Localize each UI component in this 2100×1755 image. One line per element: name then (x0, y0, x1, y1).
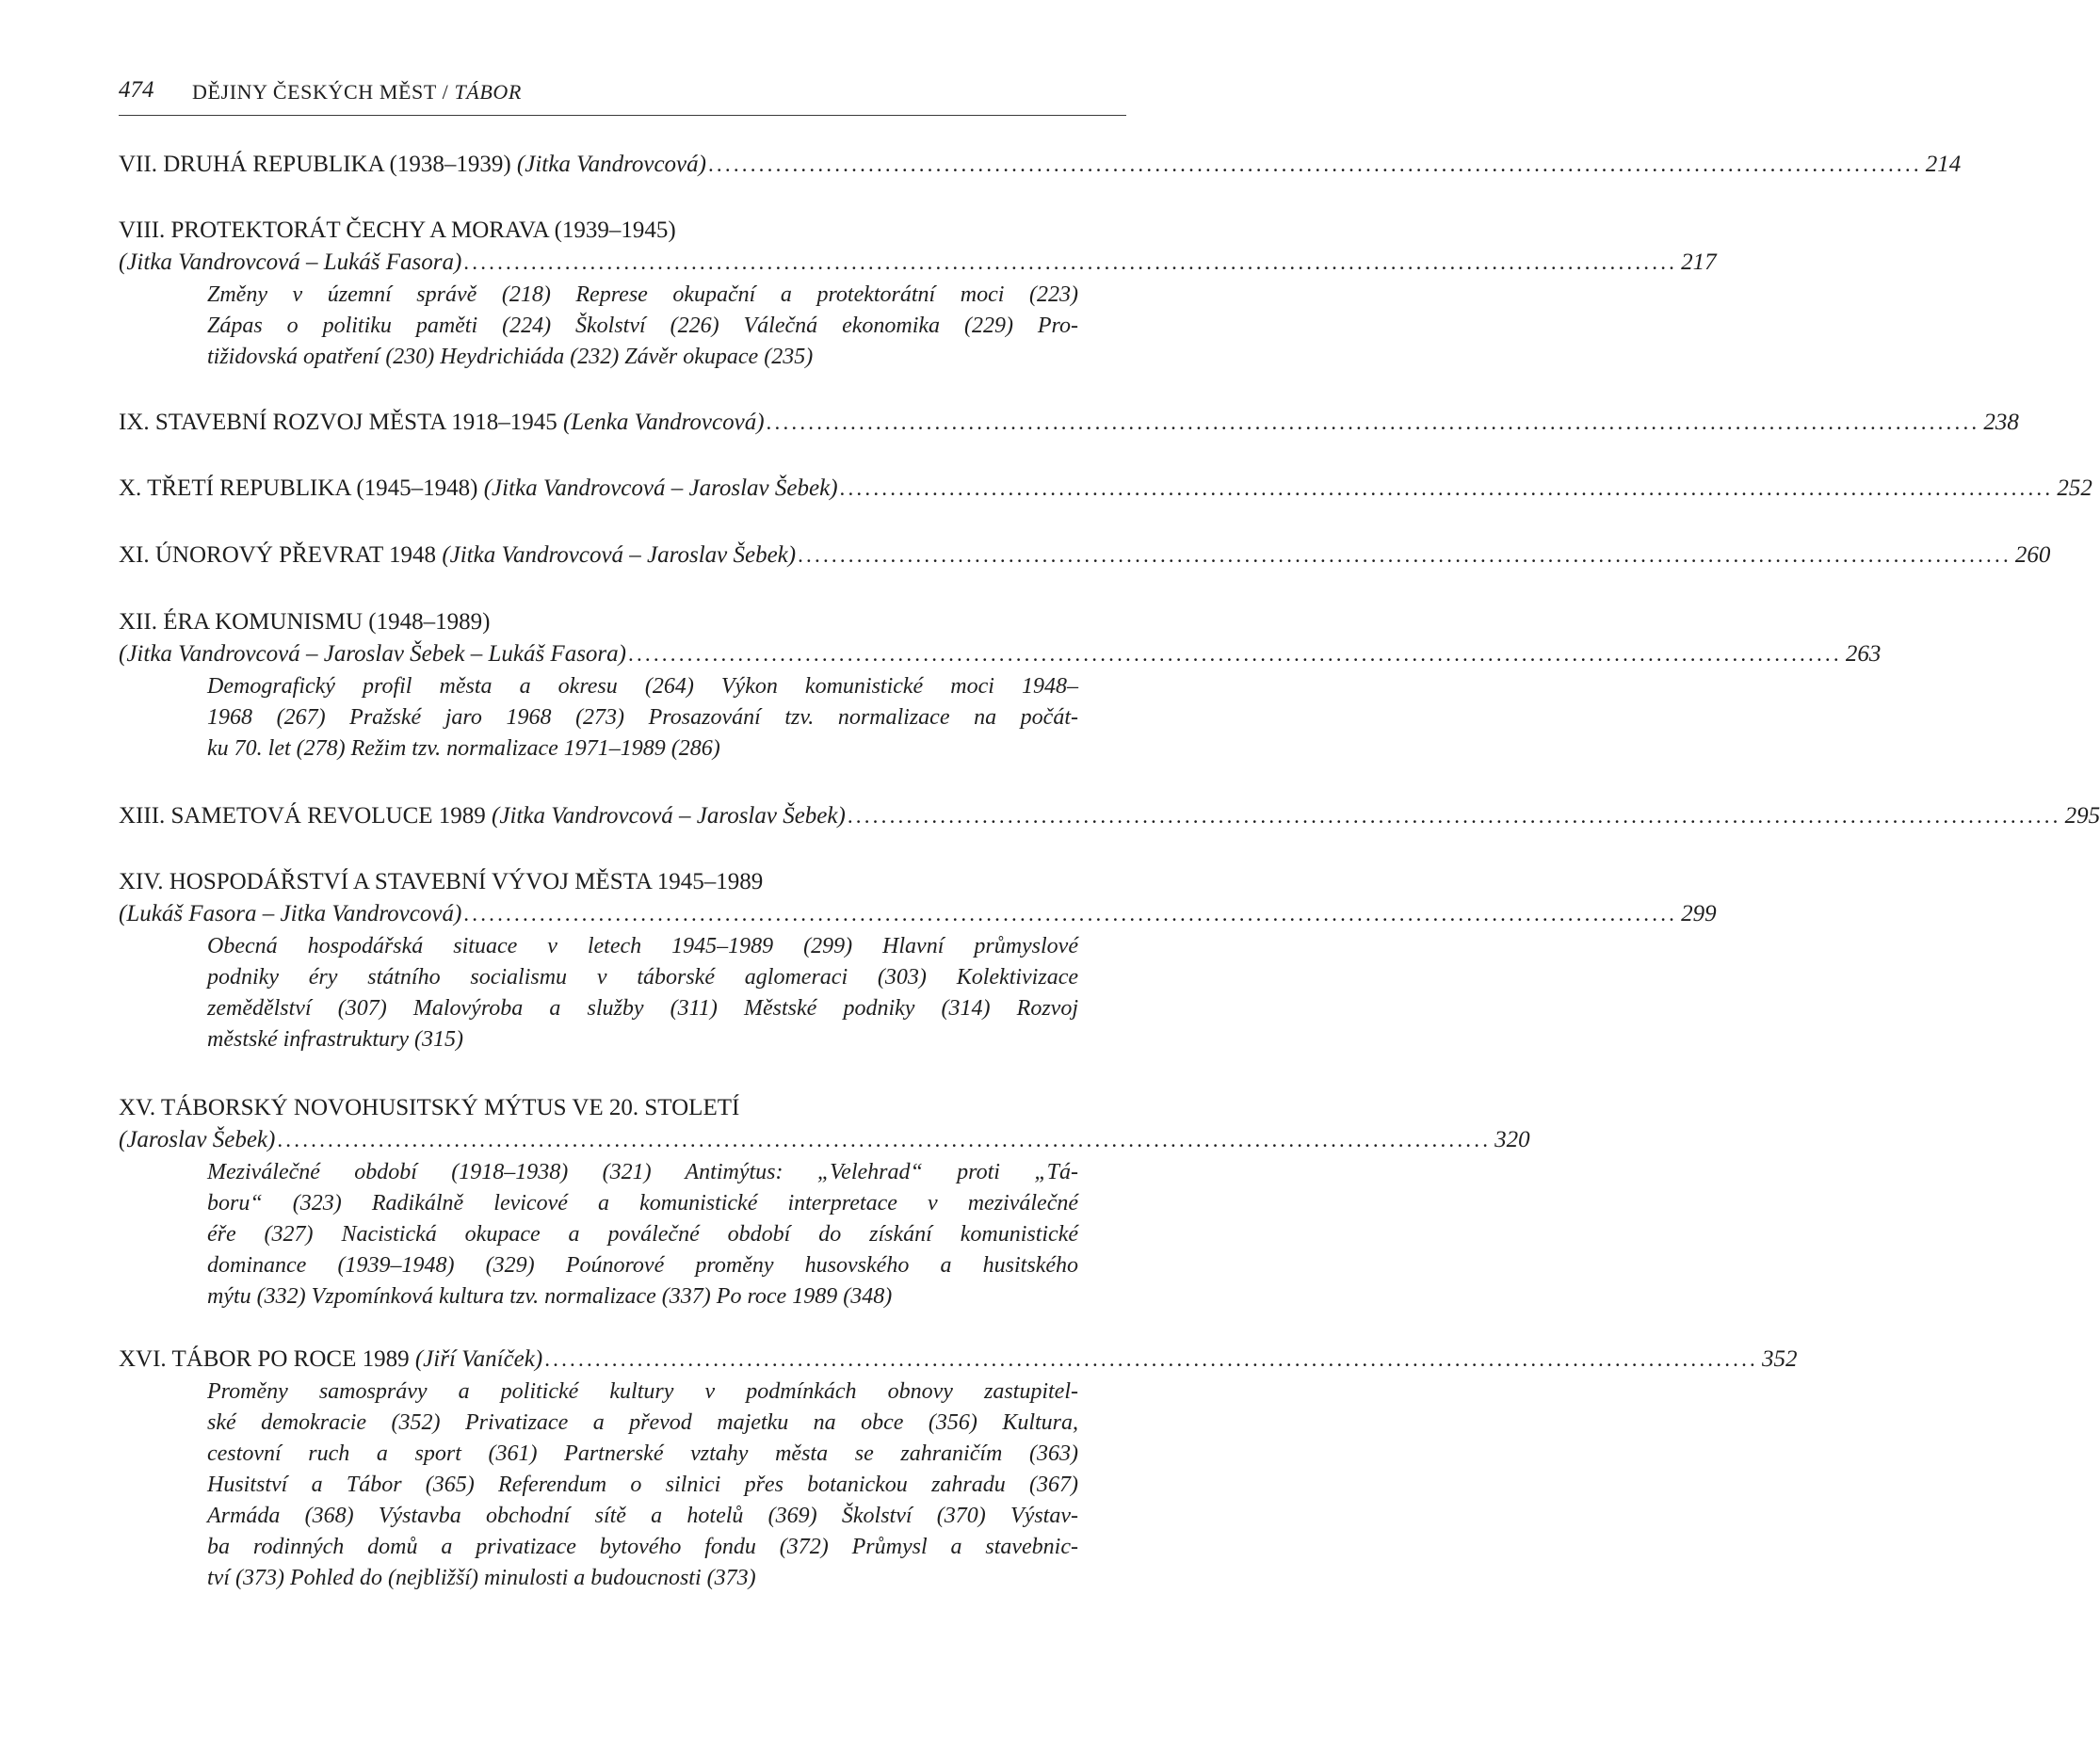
subtopic-line: 1968 (267) Pražské jaro 1968 (273) Prosazování tzv. normalizace na počát- (207, 705, 1078, 730)
subtopic-line: Armáda (368) Výstavba obchodní sítě a hotelů (369) Školství (370) Výstav- (207, 1504, 1078, 1528)
toc-page: 260 (2014, 542, 2051, 568)
running-title-city: TÁBOR (454, 80, 522, 104)
toc-entry-xii (119, 606, 1882, 765)
toc-title: XVI. TÁBOR PO ROCE 1989 (Jiří Vaníček) (119, 1346, 543, 1372)
toc-line (119, 638, 1882, 670)
page-number: 474 (119, 77, 154, 103)
subtopic-line: boru“ (323) Radikálně levicové a komunistické interpretace v meziválečné (207, 1191, 1078, 1216)
toc-line (119, 800, 2100, 832)
toc-entry-xv (119, 1092, 1530, 1312)
leader-dots: ................................................................................................................................................ (277, 1128, 1492, 1151)
subtopic-line: zemědělství (307) Malovýroba a služby (311) Městské podniky (314) Rozvoj (207, 996, 1078, 1021)
subtopic-line: mýtu (332) Vzpomínková kultura tzv. normalizace (337) Po roce 1989 (348) (207, 1284, 893, 1309)
running-title-text: DĚJINY ČESKÝCH MĚST / (192, 80, 449, 104)
subtopic-line: tví (373) Pohled do (nejbližší) minulosti a budoucnosti (373) (207, 1566, 756, 1590)
toc-entry-x (119, 473, 2092, 505)
subtopic-line: cestovní ruch a sport (361) Partnerské vztahy města se zahraničím (363) (207, 1441, 1078, 1466)
subtopic-line: ba rodinných domů a privatizace bytového fondu (372) Průmysl a stavebnic- (207, 1535, 1078, 1559)
toc-entry-vii (119, 149, 1962, 181)
toc-page: 263 (1845, 641, 1882, 667)
subtopic-line: Demografický profil města a okresu (264) Výkon komunistické moci 1948– (207, 674, 1078, 699)
subtopic-line: Změny v územní správě (218) Represe okupační a protektorátní moci (223) (207, 282, 1078, 307)
subtopic-line: Zápas o politiku paměti (224) Školství (226) Válečná ekonomika (229) Pro- (207, 314, 1078, 338)
toc-title: XII. ÉRA KOMUNISMU (1948–1989) (119, 609, 491, 635)
leader-dots: ................................................................................................................................................ (839, 476, 2054, 500)
subtopic-line: tižidovská opatření (230) Heydrichiáda (232) Závěr okupace (235) (207, 345, 814, 369)
leader-dots: ................................................................................................................................................ (463, 902, 1678, 926)
leader-dots: ................................................................................................................................................ (766, 411, 1980, 434)
subtopic-line: městské infrastruktury (315) (207, 1027, 463, 1052)
toc-line (119, 149, 1962, 181)
toc-page: 320 (1494, 1127, 1530, 1152)
toc-line (119, 1124, 1530, 1156)
toc-subtopics (207, 671, 1078, 765)
toc-title: IX. STAVEBNÍ ROZVOJ MĚSTA 1918–1945 (Lenka Vandrovcová) (119, 410, 765, 435)
subtopic-line: ku 70. let (278) Režim tzv. normalizace 1971–1989 (286) (207, 736, 720, 761)
toc-line (119, 407, 2019, 439)
toc-title: VII. DRUHÁ REPUBLIKA (1938–1939) (Jitka Vandrovcová) (119, 152, 706, 177)
leader-dots: ................................................................................................................................................ (798, 543, 2011, 567)
toc-authors: (Jaroslav Šebek) (119, 1127, 276, 1152)
toc-entry-xvi (119, 1344, 1798, 1594)
toc-title: XI. ÚNOROVÝ PŘEVRAT 1948 (Jitka Vandrovcová – Jaroslav Šebek) (119, 542, 797, 568)
toc-page: 352 (1762, 1346, 1798, 1372)
toc-page: 252 (2057, 475, 2092, 501)
toc-subtopics (207, 931, 1078, 1055)
subtopic-line: Husitství a Tábor (365) Referendum o silnici přes botanickou zahradu (367) (207, 1473, 1078, 1497)
toc-line (119, 1344, 1798, 1376)
toc-line (119, 473, 2092, 505)
subtopic-line: podniky éry státního socialismu v táborské aglomeraci (303) Kolektivizace (207, 965, 1078, 990)
subtopic-line: ské demokracie (352) Privatizace a převod majetku na obce (356) Kultura, (207, 1410, 1078, 1435)
toc-page: 299 (1681, 901, 1717, 926)
leader-dots: ................................................................................................................................................ (847, 804, 2061, 828)
toc-title: XIII. SAMETOVÁ REVOLUCE 1989 (Jitka Vandrovcová – Jaroslav Šebek) (119, 803, 846, 829)
toc-authors: (Jitka Vandrovcová – Lukáš Fasora) (119, 250, 462, 275)
leader-dots: ................................................................................................................................................ (544, 1347, 1759, 1371)
leader-dots: ................................................................................................................................................ (707, 153, 1922, 176)
toc-entry-ix (119, 407, 2019, 439)
toc-title: VIII. PROTEKTORÁT ČECHY A MORAVA (1939–1945) (119, 217, 676, 243)
toc-authors: (Jitka Vandrovcová – Jaroslav Šebek – Lukáš Fasora) (119, 641, 626, 667)
toc-entry-xi (119, 539, 2051, 572)
toc-line (119, 247, 1717, 279)
toc-title: X. TŘETÍ REPUBLIKA (1945–1948) (Jitka Vandrovcová – Jaroslav Šebek) (119, 475, 838, 501)
leader-dots: ................................................................................................................................................ (463, 250, 1678, 274)
toc-page: 214 (1925, 152, 1962, 177)
toc-line (119, 539, 2051, 572)
leader-dots: ................................................................................................................................................ (628, 642, 1842, 666)
toc-subtopics (207, 1157, 1078, 1312)
toc-page: 295 (2064, 803, 2100, 829)
subtopic-line: Meziválečné období (1918–1938) (321) Antimýtus: „Velehrad“ proti „Tá- (207, 1160, 1078, 1184)
subtopic-line: éře (327) Nacistická okupace a poválečné období do získání komunistické (207, 1222, 1078, 1247)
toc-subtopics (207, 1377, 1078, 1594)
subtopic-line: Proměny samosprávy a politické kultury v podmínkách obnovy zastupitel- (207, 1379, 1078, 1404)
toc-entry-xiv (119, 866, 1717, 1055)
toc-authors: (Lukáš Fasora – Jitka Vandrovcová) (119, 901, 462, 926)
toc-page: 238 (1983, 410, 2019, 435)
subtopic-line: Obecná hospodářská situace v letech 1945–1989 (299) Hlavní průmyslové (207, 934, 1078, 958)
toc-title: XV. TÁBORSKÝ NOVOHUSITSKÝ MÝTUS VE 20. STOLETÍ (119, 1095, 740, 1120)
toc-line (119, 898, 1717, 930)
running-title (192, 80, 522, 105)
toc-subtopics (207, 280, 1078, 373)
toc-entry-xiii (119, 800, 2100, 832)
toc-page: 217 (1681, 250, 1717, 275)
running-header (119, 77, 1126, 116)
toc-entry-viii (119, 215, 1717, 373)
toc-title: XIV. HOSPODÁŘSTVÍ A STAVEBNÍ VÝVOJ MĚSTA 1945–1989 (119, 869, 764, 894)
subtopic-line: dominance (1939–1948) (329) Poúnorové proměny husovského a husitského (207, 1253, 1078, 1278)
